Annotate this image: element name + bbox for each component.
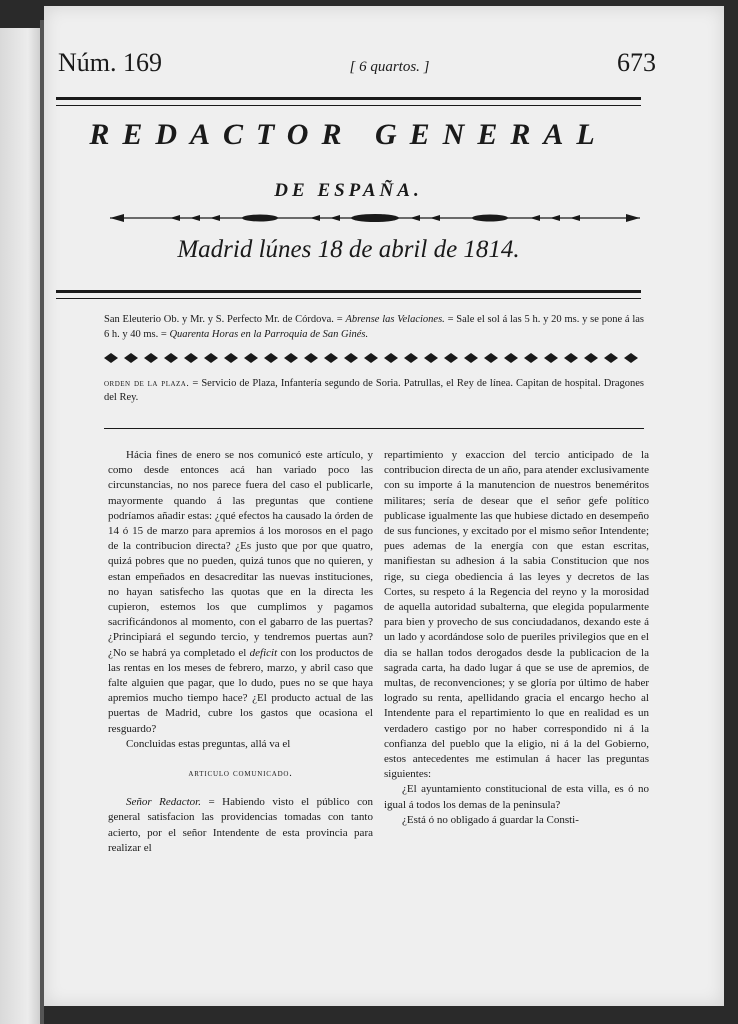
letter-continuation: repartimiento y exaccion del tercio anticipado de la contribucion directa de un año, para atender exclusivamente con su importe á la manutencion de nuestros beneméritos militares; sería de desear que el señor gefe político publicase igualmente las que hubiese dictado en desempeño de sus funciones, y excitado por el mismo señor Intendente; pues ademas de la energía con que estan escritas, manifiestan su adhesion á la sabia Constitucion que nos rige, su ciega obediencia á las leyes y decretos de las Cortes, su respeto á la Regencia del reyno y la morosidad de aquella autoridad subalterna, que elegida popularmente para bien y provecho de sus conciudadanos, dexando este á un lado y acordándose solo de pueriles privilegios que en el dia se hallan todos derogados desde la publicacion de la sagrada carta, ha dado lugar á que se use de apremios, de multas, de reconvenciones; y se gloría por último de haber logrado su renta, apellidando gracia el encargo hecho al Intendente para el repartimiento lo que en realidad es un verdadero castigo por no haber correspondido ni á la confianza del pueblo que la eligio, ni á la del Gobierno, estos antecedentes me estimulan á hacer las preguntas siguientes: <box>384 449 649 781</box>
page-header <box>58 48 656 78</box>
article-heading: articulo comunicado. <box>188 768 293 780</box>
transition-paragraph: Concluidas estas preguntas, allá va el <box>126 737 291 750</box>
saints-of-the-day <box>104 312 644 342</box>
saints-italic-2: Quarenta Horas en la Parroquia de San Ginés. <box>169 329 369 340</box>
orden-label: orden de la plaza. <box>104 379 190 389</box>
saints-sun-times: = Sale el sol á las 5 h. y 20 ms. y se pone á las 6 h. y 40 ms. = <box>104 314 645 340</box>
masthead-title: REDACTOR GENERAL <box>89 118 608 151</box>
issue-price: [ 6 quartos. ] <box>349 59 430 75</box>
intro-paragraph <box>108 448 373 737</box>
intro-italic: deficit <box>249 646 278 659</box>
question-1: ¿El ayuntamiento constitucional de esta villa, es ó no igual á todos los demas de la peninsula? <box>384 783 649 811</box>
orden-text: = Servicio de Plaza, Infantería segundo de Soria. Patrullas, el Rey de línea. Capitan de hospital. Dragones del Rey. <box>104 378 644 403</box>
question-2: ¿Está ó no obligado á guardar la Consti- <box>402 813 579 826</box>
orden-de-la-plaza <box>104 377 644 405</box>
section-rule <box>104 428 644 429</box>
issue-number: Núm. 169 <box>58 48 162 77</box>
intro-text-1: Hácia fines de enero se nos comunicó este artículo, y como desde entonces acá han variado poco las circunstancias, no nos parece fuera del caso el publicarle, mayormente quando á las preguntas que contiene podríamos añadir estas: ¿qué efectos ha causado la órden de 14 ó 15 de marzo para apremios á los morosos en el pago de la contribucion directa? ¿Es justo que por que quatro, quizá pobres que no pueden, quizá tunos que no quieren, y estan empeñados en desacreditar las nuevas instituciones, no hayan satisfecho las quotas que en la directa les cupieron, estemos los que cumplimos y pagamos sacrificándonos al momento, con el gabarro de las puertas? ¿Principiará el segundo tercio, y tendremos puertas aun? ¿No se habrá ya completado el <box>108 449 373 659</box>
dateline: Madrid lúnes 18 de abril de 1814. <box>177 236 520 263</box>
left-column <box>108 448 373 856</box>
header-double-rule <box>56 97 641 106</box>
intro-text-2: con los productos de las rentas en los meses de febrero, marzo, y abril caso que falte alguien que pagar, que lo dudo, pues no se que haya apremios mucho tiempo hace? ¿El producto actual de las puertas de Madrid, cubre los gastos que ocasiona el resguardo? <box>108 646 374 735</box>
page-number: 673 <box>617 48 656 77</box>
masthead-subtitle: DE ESPAÑA. <box>274 180 423 201</box>
letter-opening <box>108 795 373 856</box>
ornamental-rule-icon <box>110 212 640 224</box>
saints-text: San Eleuterio Ob. y Mr. y S. Perfecto Mr. de Córdova. = <box>104 314 346 325</box>
letter-text: = Habiendo visto el público con general satisfacion las providencias tomadas con tanto acierto, por el señor Intendente de esta provincia para realizar el <box>108 796 374 854</box>
facing-page-edge <box>0 28 40 1024</box>
saints-italic-1: Abrense las Velaciones. <box>345 314 445 325</box>
right-column <box>384 448 649 828</box>
salutation: Señor Redactor. <box>126 796 201 809</box>
dateline-double-rule <box>56 290 641 299</box>
diamond-rule-icon <box>104 352 644 364</box>
